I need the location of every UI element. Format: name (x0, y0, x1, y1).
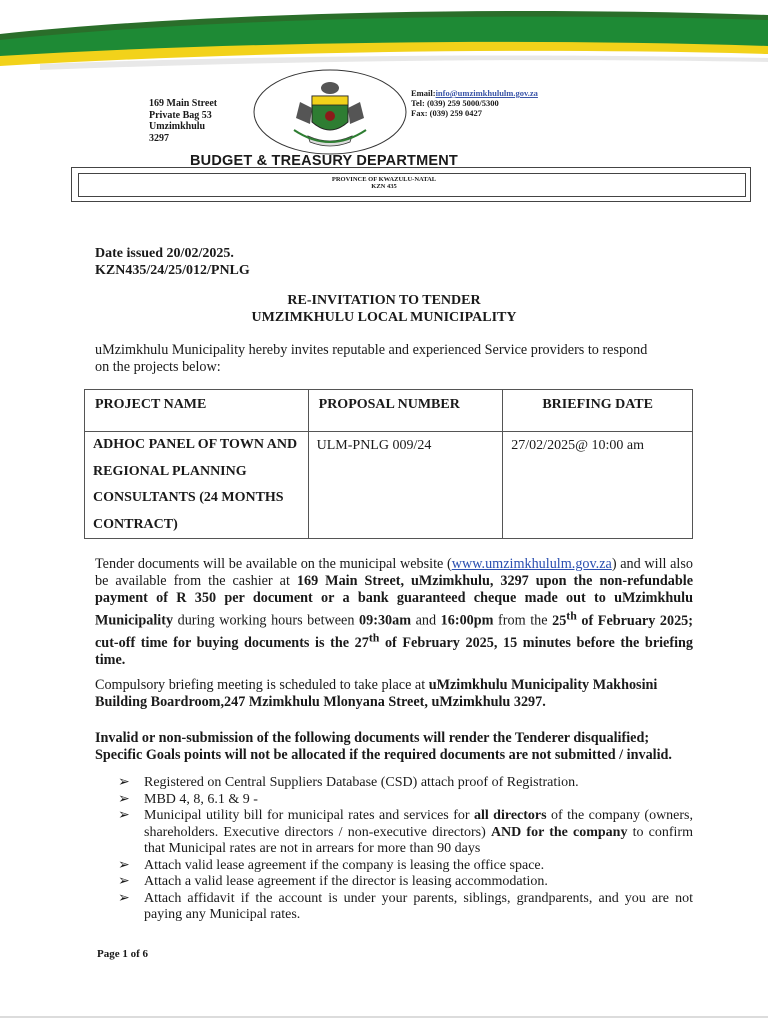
email-line (411, 88, 538, 98)
list-item (118, 792, 693, 809)
text-run: MBD 4, 8, 6.1 & 9 - (144, 791, 258, 807)
requirements-list (118, 775, 693, 924)
contact-details (411, 88, 538, 118)
list-item (118, 808, 693, 858)
text-run: 25 (552, 612, 567, 629)
arrow-bullet-icon: ➢ (118, 775, 130, 790)
text-run: AND for the company (490, 824, 628, 840)
bottom-divider (0, 1016, 768, 1018)
province-name: PROVINCE OF KWAZULU-NATAL (331, 176, 437, 183)
header-briefing-date: BRIEFING DATE (503, 390, 693, 432)
email-link[interactable]: info@umzimkhululm.gov.za (435, 88, 538, 98)
telephone: Tel: (039) 259 5000/5300 (411, 98, 499, 108)
text-run: Tender documents will be available on the municipal website ( (95, 556, 452, 572)
address-line: 3297 (149, 132, 169, 144)
document-heading (0, 292, 768, 326)
hours-start: 09:30am (359, 612, 412, 629)
briefing-venue: uMzimkhulu Municipality Makhosini Building Boardroom,247 Mzimkhulu Mlonyana Street, uMzimkhulu 3297. (95, 677, 658, 710)
municipal-website-link[interactable]: www.umzimkhululm.gov.za (451, 556, 612, 572)
hours-end: 16:00pm (440, 612, 494, 629)
text-run: and (411, 612, 441, 629)
arrow-bullet-icon: ➢ (118, 857, 130, 873)
page-number: Page 1 of 6 (97, 948, 149, 960)
text-run: from the (493, 612, 553, 629)
heading-line-1: RE-INVITATION TO TENDER (287, 293, 481, 308)
document-meta (95, 245, 250, 279)
text-run: to confirm that Municipal rates are not in arrears for more than 90 days (144, 824, 693, 856)
list-item (118, 874, 693, 891)
list-item (118, 775, 693, 792)
list-item (118, 891, 693, 924)
text-run: Attach affidavit if the account is under your parents, siblings, grandparents, and you are not paying any Municipal rates. (144, 890, 693, 922)
cashier-payment-details: 169 Main Street, uMzimkhulu, 3297 upon the non-refundable payment of R 350 per document or a bank guaranteed cheque made out to uMzimkhulu Municipality (95, 573, 693, 629)
text-run: Registered on Central Suppliers Database (CSD) attach proof of Registration. (144, 775, 579, 790)
arrow-bullet-icon: ➢ (118, 808, 130, 823)
address-line: Private Bag 53 (149, 109, 212, 121)
list-item (118, 858, 693, 875)
arrow-bullet-icon: ➢ (118, 874, 130, 889)
text-run: during working hours between (173, 612, 360, 629)
date-issued: Date issued 20/02/2025. (95, 246, 234, 261)
arrow-bullet-icon: ➢ (118, 890, 130, 906)
text-run: all directors (473, 808, 547, 823)
header-project-name: PROJECT NAME (85, 390, 309, 432)
email-label: Email: (411, 88, 436, 98)
disqualification-notice: Invalid or non-submission of the following documents will render the Tenderer disqualified; Specific Goals points will not be allocated if the required documents are not submitted / invalid. (95, 730, 672, 763)
tender-documents-paragraph (95, 556, 693, 669)
department-title: BUDGET & TREASURY DEPARTMENT (190, 153, 458, 169)
table-header-row (85, 390, 693, 432)
text-run: Municipal utility bill for municipal rates and services for (144, 808, 474, 823)
cell-proposal-number: ULM-PNLG 009/24 (308, 432, 503, 539)
province-code: KZN 435 (371, 183, 397, 190)
municipal-address (149, 98, 217, 144)
text-run: Attach a valid lease agreement if the director is leasing accommodation. (144, 874, 548, 889)
text-run: Attach valid lease agreement if the company is leasing the office space. (144, 857, 545, 873)
tender-reference: KZN435/24/25/012/PNLG (95, 263, 250, 278)
cell-project-name: ADHOC PANEL OF TOWN AND REGIONAL PLANNING CONSULTANTS (24 MONTHS CONTRACT) (85, 432, 309, 539)
briefing-meeting-paragraph (95, 677, 693, 711)
address-line: Umzimkhulu (149, 121, 206, 132)
arrow-bullet-icon: ➢ (118, 791, 130, 807)
text-run: of the company (owners, shareholders. Executive directors / non-executive directors) (144, 808, 694, 840)
superscript: th (368, 630, 380, 645)
text-run: of February 2025, 15 minutes before the briefing time. (95, 635, 694, 669)
cell-briefing-date: 27/02/2025@ 10:00 am (503, 432, 693, 539)
header-proposal-number: PROPOSAL NUMBER (308, 390, 503, 432)
heading-line-2: UMZIMKHULU LOCAL MUNICIPALITY (251, 310, 517, 325)
tender-table (84, 389, 693, 539)
text-run: Compulsory briefing meeting is scheduled to take place at (95, 677, 429, 693)
coat-of-arms-icon (250, 66, 410, 156)
address-line: 169 Main Street (149, 98, 218, 109)
fax: Fax: (039) 259 0427 (411, 108, 483, 118)
text-run: of February 2025; cut-off time for buying documents is the 27 (95, 612, 693, 652)
superscript: th (566, 608, 577, 622)
table-row (85, 432, 693, 539)
letterhead-stripes (0, 0, 768, 75)
intro-paragraph: uMzimkhulu Municipality hereby invites reputable and experienced Service providers to respond on the projects below: (95, 342, 648, 375)
text-run: ) and will also be available from the cashier at (95, 556, 693, 589)
